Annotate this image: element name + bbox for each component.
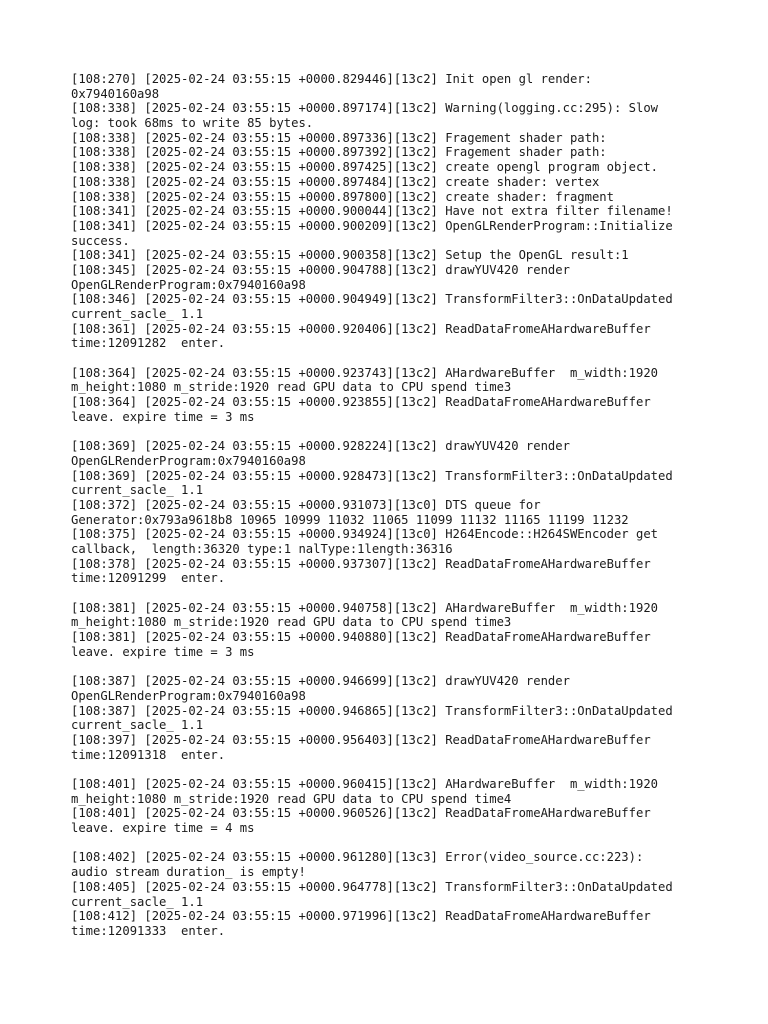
log-line: [108:369] [2025-02-24 03:55:15 +0000.928224][13c2] drawYUV420 render	[71, 439, 570, 454]
log-blank-line	[71, 425, 711, 440]
log-line: [108:364] [2025-02-24 03:55:15 +0000.923855][13c2] ReadDataFromeAHardwareBuffer	[71, 395, 651, 410]
log-line: [108:378] [2025-02-24 03:55:15 +0000.937307][13c2] ReadDataFromeAHardwareBuffer	[71, 556, 651, 571]
log-line: [108:405] [2025-02-24 03:55:15 +0000.964778][13c2] TransformFilter3::OnDataUpdated	[71, 879, 673, 894]
log-line: leave. expire time = 3 ms	[71, 644, 255, 659]
log-line: [108:387] [2025-02-24 03:55:15 +0000.946699][13c2] drawYUV420 render	[71, 674, 570, 689]
log-line: [108:375] [2025-02-24 03:55:15 +0000.934924][13c0] H264Encode::H264SWEncoder get	[71, 527, 658, 542]
log-line: success.	[71, 233, 130, 248]
log-line: log: took 68ms to write 85 bytes.	[71, 116, 314, 131]
log-line: 0x7940160a98	[71, 86, 160, 101]
log-line: time:12091318 enter.	[71, 747, 226, 762]
log-blank-line	[71, 836, 711, 851]
log-line: [108:381] [2025-02-24 03:55:15 +0000.940880][13c2] ReadDataFromeAHardwareBuffer	[71, 630, 651, 645]
log-line: [108:270] [2025-02-24 03:55:15 +0000.829446][13c2] Init open gl render:	[71, 72, 592, 86]
log-line: leave. expire time = 3 ms	[71, 409, 255, 424]
log-line: m_height:1080 m_stride:1920 read GPU data to CPU spend time4	[71, 791, 512, 806]
log-line: [108:387] [2025-02-24 03:55:15 +0000.946865][13c2] TransformFilter3::OnDataUpdated	[71, 703, 673, 718]
log-line: OpenGLRenderProgram:0x7940160a98	[71, 453, 306, 468]
log-line: [108:397] [2025-02-24 03:55:15 +0000.956403][13c2] ReadDataFromeAHardwareBuffer	[71, 732, 651, 747]
log-line: [108:338] [2025-02-24 03:55:15 +0000.897392][13c2] Fragement shader path:	[71, 145, 607, 160]
log-line: [108:338] [2025-02-24 03:55:15 +0000.897484][13c2] create shader: vertex	[71, 174, 600, 189]
log-blank-line	[71, 351, 711, 366]
log-line: m_height:1080 m_stride:1920 read GPU data to CPU spend time3	[71, 615, 512, 630]
log-line: [108:338] [2025-02-24 03:55:15 +0000.897174][13c2] Warning(logging.cc:295): Slow	[71, 101, 658, 116]
log-line: current_sacle_ 1.1	[71, 718, 204, 733]
log-line: [108:338] [2025-02-24 03:55:15 +0000.897336][13c2] Fragement shader path:	[71, 130, 607, 145]
log-line: audio stream duration_ is empty!	[71, 865, 306, 880]
log-line: [108:341] [2025-02-24 03:55:15 +0000.900044][13c2] Have not extra filter filename!	[71, 204, 673, 219]
log-line: [108:401] [2025-02-24 03:55:15 +0000.960526][13c2] ReadDataFromeAHardwareBuffer	[71, 806, 651, 821]
log-line: [108:412] [2025-02-24 03:55:15 +0000.971996][13c2] ReadDataFromeAHardwareBuffer	[71, 909, 651, 924]
log-line: OpenGLRenderProgram:0x7940160a98	[71, 688, 306, 703]
log-blank-line	[71, 660, 711, 675]
log-line: time:12091299 enter.	[71, 571, 226, 586]
log-line: [108:341] [2025-02-24 03:55:15 +0000.900358][13c2] Setup the OpenGL result:1	[71, 248, 629, 263]
log-line: Generator:0x793a9618b8 10965 10999 11032 11065 11099 11132 11165 11199 11232	[71, 512, 629, 527]
log-line: leave. expire time = 4 ms	[71, 821, 255, 836]
log-line: [108:361] [2025-02-24 03:55:15 +0000.920406][13c2] ReadDataFromeAHardwareBuffer	[71, 321, 651, 336]
log-line: time:12091282 enter.	[71, 336, 226, 351]
log-line: current_sacle_ 1.1	[71, 483, 204, 498]
log-line: current_sacle_ 1.1	[71, 307, 204, 321]
log-line: time:12091333 enter.	[71, 923, 226, 938]
log-line: OpenGLRenderProgram:0x7940160a98	[71, 277, 306, 292]
log-line: [108:369] [2025-02-24 03:55:15 +0000.928473][13c2] TransformFilter3::OnDataUpdated	[71, 468, 673, 483]
log-text-block	[71, 72, 711, 939]
log-line: [108:401] [2025-02-24 03:55:15 +0000.960415][13c2] AHardwareBuffer m_width:1920	[71, 777, 658, 791]
log-line: [108:338] [2025-02-24 03:55:15 +0000.897800][13c2] create shader: fragment	[71, 189, 614, 204]
log-line: [108:346] [2025-02-24 03:55:15 +0000.904949][13c2] TransformFilter3::OnDataUpdated	[71, 292, 673, 307]
log-line: [108:364] [2025-02-24 03:55:15 +0000.923743][13c2] AHardwareBuffer m_width:1920	[71, 365, 658, 380]
log-line: [108:381] [2025-02-24 03:55:15 +0000.940758][13c2] AHardwareBuffer m_width:1920	[71, 600, 658, 615]
log-line: current_sacle_ 1.1	[71, 894, 204, 909]
log-line: [108:341] [2025-02-24 03:55:15 +0000.900209][13c2] OpenGLRenderProgram::Initialize	[71, 218, 673, 233]
log-line: m_height:1080 m_stride:1920 read GPU data to CPU spend time3	[71, 380, 512, 395]
log-line: [108:402] [2025-02-24 03:55:15 +0000.961280][13c3] Error(video_source.cc:223):	[71, 850, 644, 865]
log-blank-line	[71, 762, 711, 777]
log-line: callback, length:36320 type:1 nalType:1length:36316	[71, 542, 453, 556]
log-blank-line	[71, 586, 711, 601]
log-line: [108:338] [2025-02-24 03:55:15 +0000.897425][13c2] create opengl program object.	[71, 160, 658, 175]
log-line: [108:345] [2025-02-24 03:55:15 +0000.904788][13c2] drawYUV420 render	[71, 262, 570, 277]
log-line: [108:372] [2025-02-24 03:55:15 +0000.931073][13c0] DTS queue for	[71, 497, 541, 512]
